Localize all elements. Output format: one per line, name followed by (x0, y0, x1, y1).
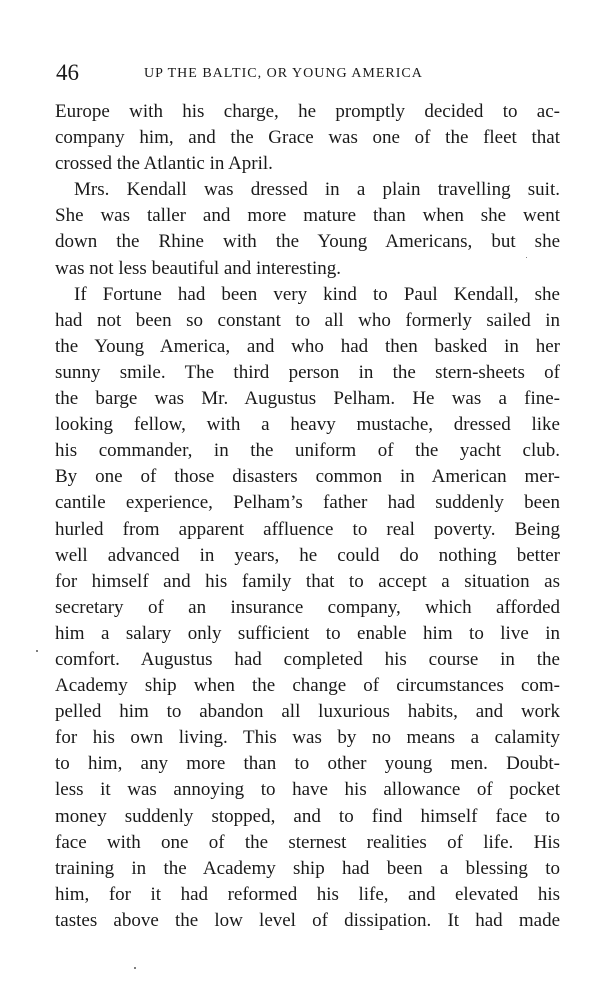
text-line: had not been so constant to all who formerly sailed in (55, 309, 560, 331)
text-line: By one of those disasters common in American mer- (55, 466, 560, 488)
text-line: him a salary only sufficient to enable him to live in (55, 622, 560, 644)
text-line: Mrs. Kendall was dressed in a plain travelling suit. (74, 179, 560, 201)
text-line: comfort. Augustus had completed his course in the (55, 648, 560, 670)
paper-speck (36, 650, 38, 652)
text-line: the Young America, and who had then basked in her (55, 335, 560, 357)
text-line: for himself and his family that to accept a situation as (55, 570, 560, 592)
text-line: for his own living. This was by no means a calamity (55, 727, 560, 749)
text-line: pelled him to abandon all luxurious habits, and work (55, 701, 560, 723)
text-line: money suddenly stopped, and to find himself face to (55, 805, 560, 827)
text-line: looking fellow, with a heavy mustache, dressed like (55, 414, 560, 436)
text-line: hurled from apparent affluence to real poverty. Being (55, 518, 560, 540)
text-line: If Fortune had been very kind to Paul Kendall, she (74, 283, 560, 305)
text-line: cantile experience, Pelham’s father had suddenly been (55, 492, 560, 514)
page-number: 46 (56, 60, 79, 85)
text-line: Europe with his charge, he promptly decided to ac- (55, 101, 560, 122)
text-line: Academy ship when the change of circumstances com- (55, 675, 560, 697)
text-line: well advanced in years, he could do nothing better (55, 544, 560, 566)
text-line: was not less beautiful and interesting. (55, 257, 341, 279)
page-header (56, 60, 560, 86)
text-line: She was taller and more mature than when she went (55, 205, 560, 227)
text-line: the barge was Mr. Augustus Pelham. He was a fine- (55, 388, 560, 410)
text-line: training in the Academy ship had been a blessing to (55, 857, 560, 879)
text-line: him, for it had reformed his life, and elevated his (55, 883, 560, 905)
paper-speck (134, 967, 136, 969)
paper-speck (526, 257, 527, 258)
text-line: company him, and the Grace was one of the fleet that (55, 127, 560, 149)
text-line: sunny smile. The third person in the stern-sheets of (55, 361, 560, 383)
text-line: down the Rhine with the Young Americans, but she (55, 231, 560, 253)
text-line: less it was annoying to have his allowance of pocket (55, 779, 560, 801)
text-line: his commander, in the uniform of the yacht club. (55, 440, 560, 462)
text-line: crossed the Atlantic in April. (55, 153, 273, 175)
text-line: to him, any more than to other young men. Doubt- (55, 753, 560, 775)
text-line: face with one of the sternest realities of life. His (55, 831, 560, 853)
body-text (55, 99, 560, 934)
text-line: secretary of an insurance company, which afforded (55, 596, 560, 618)
running-head: UP THE BALTIC, OR YOUNG AMERICA (144, 66, 423, 81)
text-line: tastes above the low level of dissipation. It had made (55, 909, 560, 931)
